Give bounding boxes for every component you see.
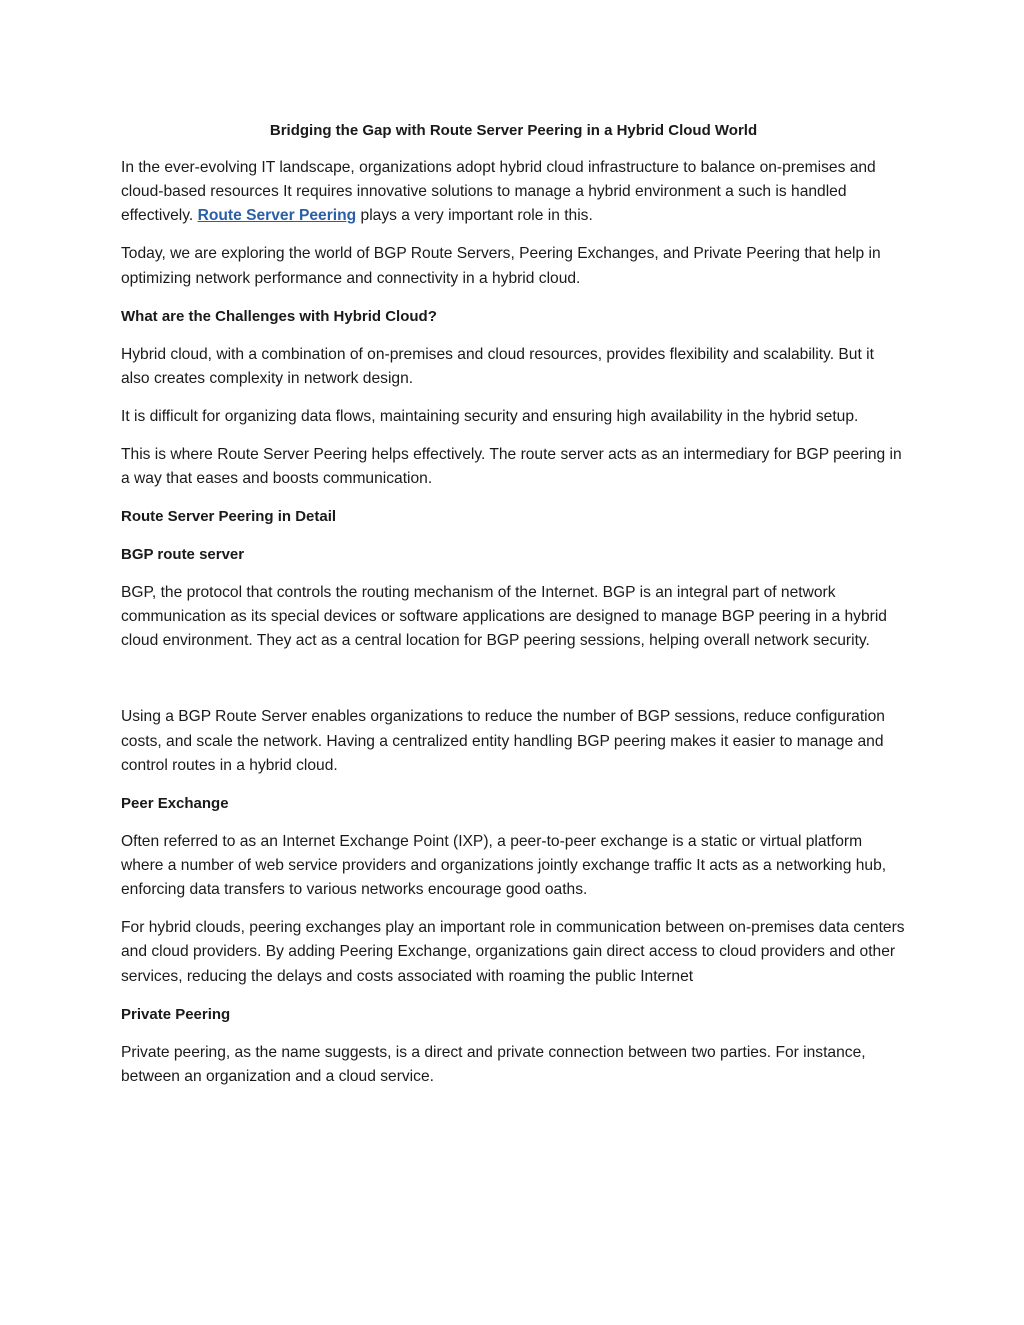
intro-text-before-link: In the ever-evolving IT landscape, organizations adopt hybrid cloud infrastructure to balance on-premises and cloud-based resources It requires innovative solutions to manage a hybrid environment a such is handled effectively.: [121, 159, 876, 225]
detail-heading: Route Server Peering in Detail: [121, 508, 337, 526]
intro-paragraph: [121, 156, 906, 229]
bgp-paragraph-2: Using a BGP Route Server enables organizations to reduce the number of BGP sessions, reduce configuration costs, and scale the network. Having a centralized entity handling BGP peering makes it easier to manage and control routes in a hybrid cloud.: [121, 708, 885, 774]
challenges-heading: What are the Challenges with Hybrid Cloud?: [121, 307, 437, 325]
challenges-paragraph-1: Hybrid cloud, with a combination of on-premises and cloud resources, provides flexibility and scalability. But it also creates complexity in network design.: [121, 345, 874, 387]
bgp-route-server-heading: BGP route server: [121, 546, 245, 564]
private-peering-paragraph: Private peering, as the name suggests, is a direct and private connection between two parties. For instance, between an organization and a cloud service.: [121, 1043, 866, 1085]
challenges-paragraph-3: This is where Route Server Peering helps effectively. The route server acts as an intermediary for BGP peering in a way that eases and boosts communication.: [121, 445, 902, 488]
peer-exchange-heading: Peer Exchange: [121, 794, 229, 812]
intro-text-after-link: plays a very important role in this.: [360, 207, 593, 225]
route-server-peering-link[interactable]: Route Server Peering: [197, 207, 357, 225]
blank-line-spacer: [121, 667, 906, 705]
today-paragraph: Today, we are exploring the world of BGP Route Servers, Peering Exchanges, and Private Peering that help in optimizing network performance and connectivity in a hybrid cloud.: [121, 245, 881, 287]
document-body: [121, 119, 906, 1103]
peer-exchange-paragraph-2: For hybrid clouds, peering exchanges play an important role in communication between on-premises data centers and cloud providers. By adding Peering Exchange, organizations gain direct access to cloud providers and other services, reducing the delays and costs associated with roaming the public Internet: [121, 919, 905, 985]
private-peering-heading: Private Peering: [121, 1005, 231, 1023]
document-title: Bridging the Gap with Route Server Peering in a Hybrid Cloud World: [269, 122, 758, 139]
peer-exchange-paragraph-1: Often referred to as an Internet Exchange Point (IXP), a peer-to-peer exchange is a static or virtual platform where a number of web service providers and organizations jointly exchange traffic It acts as a networking hub, enforcing data transfers to various networks encourage good oaths.: [121, 832, 887, 899]
challenges-paragraph-2: It is difficult for organizing data flows, maintaining security and ensuring high availability in the hybrid setup.: [121, 407, 859, 425]
bgp-paragraph-1: BGP, the protocol that controls the routing mechanism of the Internet. BGP is an integral part of network communication as its special devices or software applications are designed to manage BGP peering in a hybrid cloud environment. They act as a central location for BGP peering sessions, helping overall network security.: [121, 584, 887, 650]
